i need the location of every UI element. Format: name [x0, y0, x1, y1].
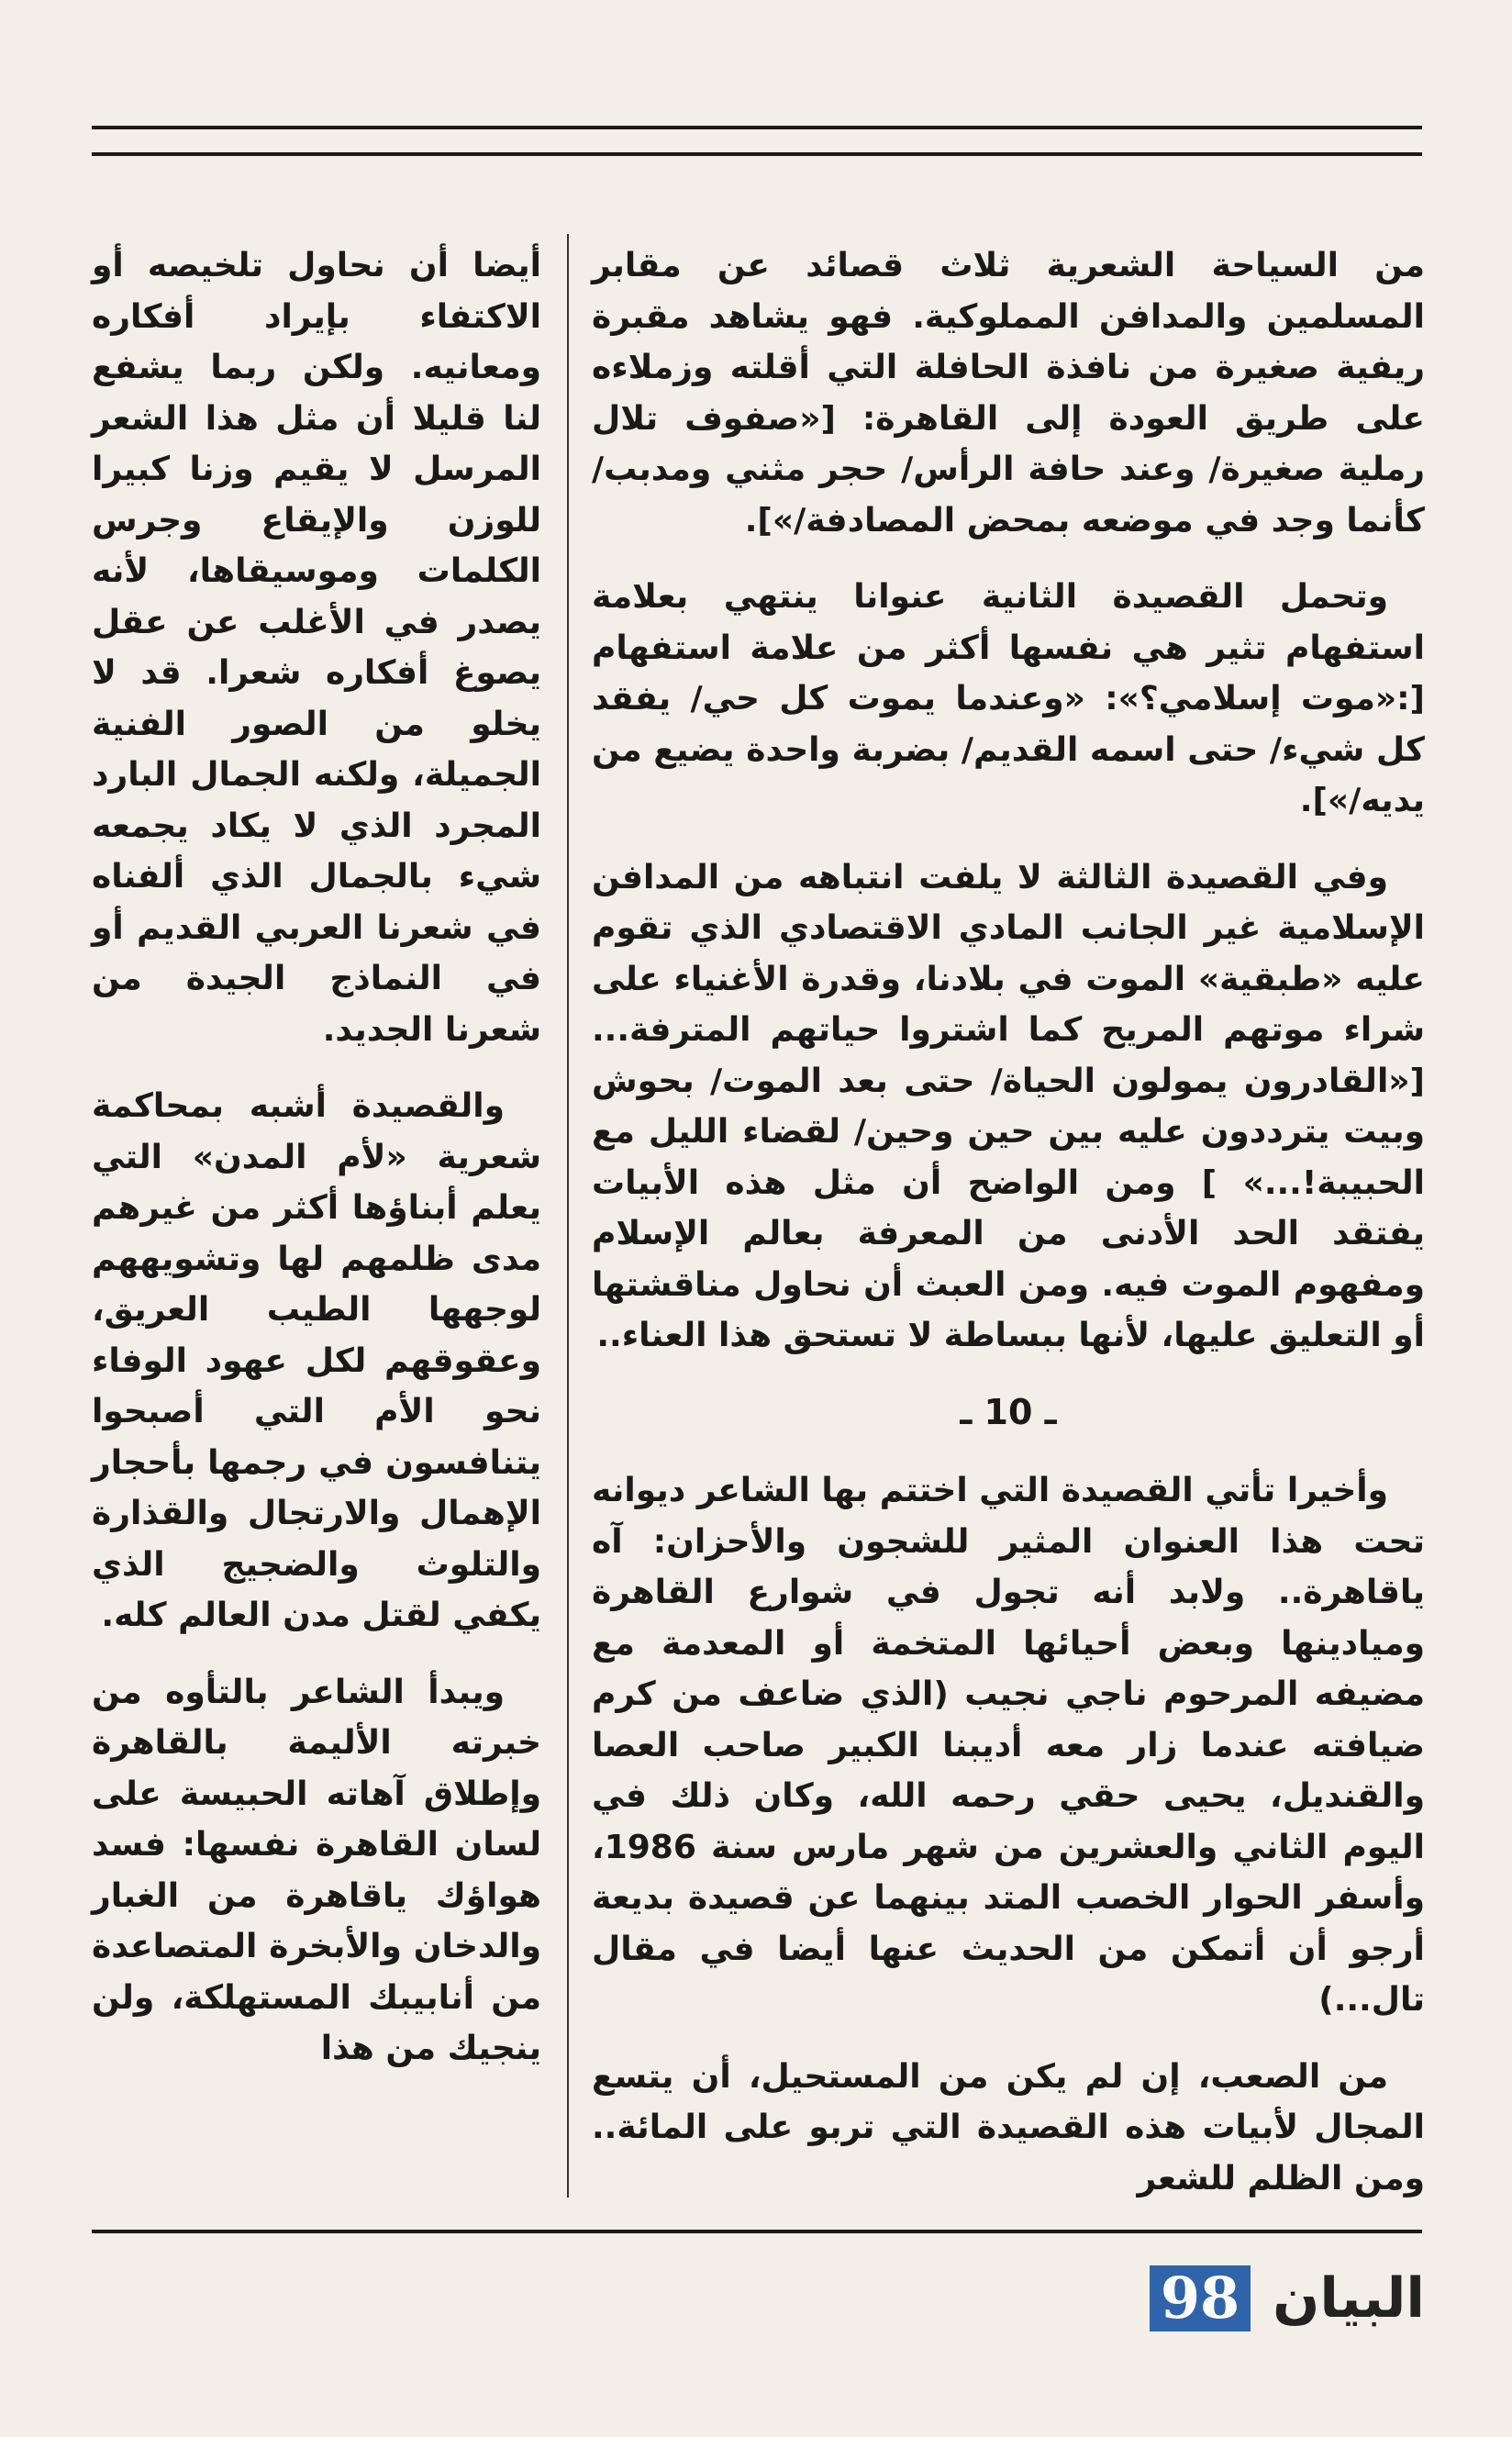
- left-paragraph-3: ويبدأ الشاعر بالتأوه من خبرته الأليمة بالقاهرة وإطلاق آهاته الحبيسة على لسان القاهرة نفسها: فسد هواؤك ياقاهرة من الغبار والدخان والأبخرة المتصاعدة من أنابيبك المستهلكة، ولن ينجيك من هذا: [92, 1673, 541, 2067]
- right-paragraph-5: من الصعب، إن لم يكن من المستحيل، أن يتسع المجال لأبيات هذه القصيدة التي تربو على المائة.. ومن الظلم للشعر: [592, 2057, 1425, 2198]
- right-paragraph-3: وفي القصيدة الثالثة لا يلفت انتباهه من المدافن الإسلامية غير الجانب المادي الاقتصادي الذي تقوم عليه «طبقية» الموت في بلادنا، وقدرة الأغنياء على شراء موتهم المريح كما اشتروا حياتهم المترفة... [«القادرون يمولون الحياة/ حتى بعد الموت/ بحوش وبيت يترددون عليه بين حين وحين/ لقضاء الليل مع الحبيبة!...» ] ومن الواضح أن مثل هذه الأبيات يفتقد الحد الأدنى من المعرفة بعالم الإسلام ومفهوم الموت فيه. ومن العبث أن نحاول مناقشتها أو التعليق عليها، لأنها ببساطة لا تستحق هذا العناء..: [592, 858, 1425, 1354]
- column-divider: [567, 234, 569, 2198]
- magazine-title: البيان: [1273, 2266, 1425, 2331]
- right-paragraph-2: وتحمل القصيدة الثانية عنوانا ينتهي بعلامة استفهام تثير هي نفسها أكثر من علامة استفهام [:«موت إسلامي؟»: «وعندما يموت كل حي/ يفقد كل شيء/ حتى اسمه القديم/ بضربة واحدة يضيع من يديه/»].: [592, 578, 1425, 819]
- top-rule-thick: [92, 126, 1422, 129]
- section-number: ـ 10 ـ: [960, 1391, 1057, 1432]
- page-number: 98: [1150, 2265, 1251, 2331]
- top-rule-second: [92, 152, 1422, 156]
- left-text-column: [92, 240, 541, 2100]
- right-paragraph-4: وأخيرا تأتي القصيدة التي اختتم بها الشاعر ديوانه تحت هذا العنوان المثير للشجون والأحزان: آه ياقاهرة.. ولابد أنه تجول في شوارع القاهرة وميادينها وبعض أحيائها المتخمة أو المعدمة مع مضيفه المرحوم ناجي نجيب (الذي ضاعف من كرم ضيافته عندما زار معه أديبنا الكبير صاحب العصا والقنديل، يحيى حقي رحمه الله، وكان ذلك في اليوم الثاني والعشرين من شهر مارس سنة 1986، وأسفر الحوار الخصب المتد بينهما عن قصيدة بديعة أرجو أن أتمكن من الحديث عنها أيضا في مقال تال...): [592, 1472, 1425, 2019]
- right-text-column: [592, 240, 1425, 2230]
- page-footer: [1150, 2257, 1425, 2340]
- right-paragraph-1: من السياحة الشعرية ثلاث قصائد عن مقابر المسلمين والمدافن المملوكية. فهو يشاهد مقبرة ريفية صغيرة من نافذة الحافلة التي أقلته وزملاءه على طريق العودة إلى القاهرة: [«صفوف تلال رملية صغيرة/ وعند حافة الرأس/ حجر مثني ومدبب/ كأنما وجد في موضعه بمحض المصادفة/»].: [592, 247, 1425, 540]
- left-paragraph-2: والقصيدة أشبه بمحاكمة شعرية «لأم المدن» التي يعلم أبناؤها أكثر من غيرهم مدى ظلمهم لها وتشويههم لوجهها الطيب العريق، وعقوقهم لكل عهود الوفاء نحو الأم التي أصبحوا يتنافسون في رجمها بأحجار الإهمال والارتجال والقذارة والتلوث والضجيج الذي يكفي لقتل مدن العالم كله.: [92, 1087, 541, 1634]
- bottom-rule: [92, 2230, 1422, 2233]
- left-paragraph-1: أيضا أن نحاول تلخيصه أو الاكتفاء بإيراد أفكاره ومعانيه. ولكن ربما يشفع لنا قليلا أن مثل هذا الشعر المرسل لا يقيم وزنا كبيرا للوزن والإيقاع وجرس الكلمات وموسيقاها، لأنه يصدر في الأغلب عن عقل يصوغ أفكاره شعرا. قد لا يخلو من الصور الفنية الجميلة، ولكنه الجمال البارد المجرد الذي لا يكاد يجمعه شيء بالجمال الذي ألفناه في شعرنا العربي القديم أو في النماذج الجيدة من شعرنا الجديد.: [92, 247, 541, 1049]
